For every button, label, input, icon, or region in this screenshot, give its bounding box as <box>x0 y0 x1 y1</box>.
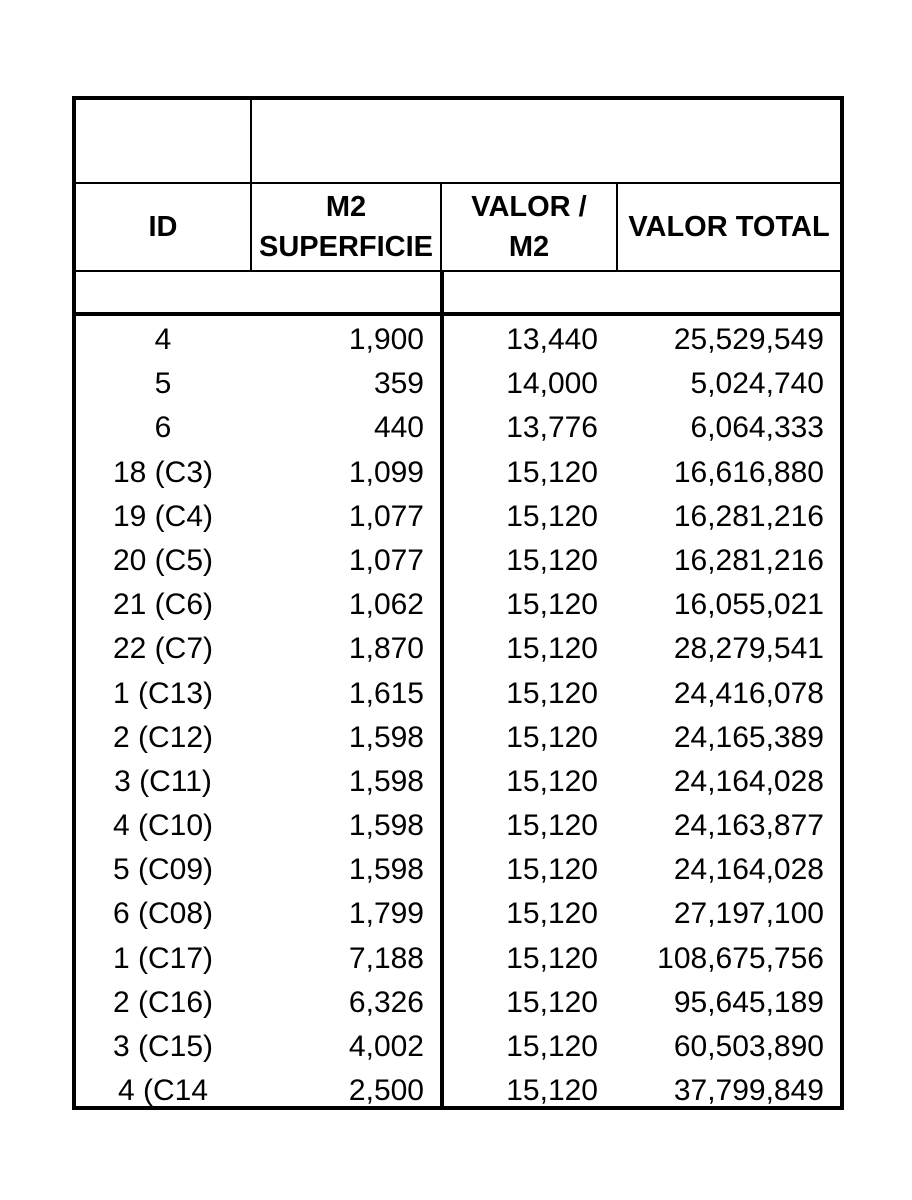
cell-valor-m2: 15,120 <box>506 499 598 533</box>
cell-valor-m2: 15,120 <box>506 588 598 622</box>
table-row <box>76 1069 840 1113</box>
cell-valor-total: 25,529,549 <box>673 323 824 356</box>
cell-id: 3 (C15) <box>112 1030 214 1063</box>
body-top-rule <box>76 312 840 316</box>
table-row <box>76 804 840 848</box>
cell-valor-m2: 15,120 <box>506 455 598 489</box>
cell-valor-total: 16,055,021 <box>673 588 824 622</box>
cell-id: 6 (C08) <box>112 897 214 931</box>
cell-valor-m2: 15,120 <box>506 853 598 887</box>
cell-valor-total: 24,163,877 <box>673 809 824 843</box>
cell-valor-total: 6,064,333 <box>690 411 824 445</box>
header-m2-line2: SUPERFICIE <box>258 231 434 263</box>
cell-m2-superficie: 1,077 <box>348 499 424 533</box>
header-m2-superficie <box>252 184 440 270</box>
header-valor-m2 <box>442 184 616 270</box>
cell-valor-m2: 15,120 <box>506 676 598 710</box>
cell-id: 20 (C5) <box>112 543 214 577</box>
cell-m2-superficie: 1,598 <box>348 853 424 887</box>
header-id-label: ID <box>148 211 178 243</box>
cell-valor-total: 95,645,189 <box>673 985 824 1019</box>
cell-id: 21 (C6) <box>112 588 214 622</box>
cell-m2-superficie: 1,799 <box>348 897 424 931</box>
cell-m2-superficie: 6,326 <box>348 985 424 1019</box>
cell-id: 4 (C10) <box>112 809 214 843</box>
cell-valor-m2: 15,120 <box>506 632 598 666</box>
cell-id: 18 (C3) <box>112 455 214 489</box>
cell-m2-superficie: 1,062 <box>348 588 424 622</box>
table-row <box>76 583 840 627</box>
cell-valor-m2: 15,120 <box>506 985 598 1019</box>
cell-m2-superficie: 1,099 <box>348 455 424 489</box>
cell-id: 19 (C4) <box>112 499 214 533</box>
cell-m2-superficie: 2,500 <box>348 1074 424 1108</box>
table-row <box>76 318 840 362</box>
cell-id: 6 <box>154 411 172 445</box>
cell-valor-total: 24,164,028 <box>673 764 824 798</box>
cell-valor-m2: 14,000 <box>506 367 598 401</box>
cell-valor-m2: 15,120 <box>506 1030 598 1063</box>
cell-valor-total: 37,799,849 <box>673 1074 824 1108</box>
table-row <box>76 892 840 936</box>
cell-id: 3 (C11) <box>114 764 212 798</box>
cell-id: 22 (C7) <box>112 632 214 666</box>
table-row <box>76 362 840 406</box>
header-valor-m2-line2: M2 <box>508 231 550 263</box>
cell-valor-total: 5,024,740 <box>690 367 824 401</box>
cell-id: 5 <box>154 367 172 401</box>
cell-valor-m2: 13,440 <box>506 323 598 356</box>
cell-valor-total: 16,281,216 <box>673 499 824 533</box>
header-valor-m2-line1: VALOR / <box>471 191 587 223</box>
cell-m2-superficie: 4,002 <box>348 1030 424 1063</box>
table-row <box>76 451 840 495</box>
header-id <box>76 184 250 270</box>
table-body <box>76 318 840 1113</box>
cell-id: 1 (C17) <box>112 941 214 975</box>
cell-id: 2 (C16) <box>112 985 214 1019</box>
cell-valor-m2: 13,776 <box>506 411 598 445</box>
cell-valor-total: 60,503,890 <box>673 1030 824 1063</box>
cell-valor-m2: 15,120 <box>506 897 598 931</box>
cell-valor-total: 27,197,100 <box>673 897 824 931</box>
table-row <box>76 937 840 981</box>
cell-m2-superficie: 1,077 <box>348 543 424 577</box>
cell-m2-superficie: 1,615 <box>348 676 424 710</box>
cell-valor-total: 108,675,756 <box>657 941 824 975</box>
table-row <box>76 539 840 583</box>
cell-m2-superficie: 440 <box>373 411 424 445</box>
header-valor-total <box>618 184 840 270</box>
cell-valor-m2: 15,120 <box>506 1074 598 1108</box>
cell-m2-superficie: 1,598 <box>348 764 424 798</box>
table-row <box>76 627 840 671</box>
cell-m2-superficie: 1,598 <box>348 809 424 843</box>
cell-valor-m2: 15,120 <box>506 941 598 975</box>
cell-m2-superficie: 1,900 <box>348 323 424 356</box>
cell-valor-total: 24,165,389 <box>673 720 824 754</box>
table-row <box>76 495 840 539</box>
cell-id: 1 (C13) <box>112 676 214 710</box>
table-row <box>76 848 840 892</box>
cell-valor-total: 16,281,216 <box>673 543 824 577</box>
cell-id: 4 (C14 <box>117 1074 209 1108</box>
cell-valor-total: 28,279,541 <box>673 632 824 666</box>
cell-valor-m2: 15,120 <box>506 764 598 798</box>
header-bottom-rule <box>76 270 840 272</box>
top-block-divider <box>250 100 252 184</box>
cell-valor-total: 16,616,880 <box>673 455 824 489</box>
cell-m2-superficie: 359 <box>373 367 424 401</box>
header-valor-total-label: VALOR TOTAL <box>628 211 830 243</box>
data-table <box>72 96 844 1110</box>
cell-valor-total: 24,164,028 <box>673 853 824 887</box>
cell-valor-m2: 15,120 <box>506 809 598 843</box>
table-row <box>76 406 840 450</box>
cell-id: 2 (C12) <box>112 720 214 754</box>
cell-valor-m2: 15,120 <box>506 720 598 754</box>
cell-m2-superficie: 1,598 <box>348 720 424 754</box>
table-row <box>76 716 840 760</box>
cell-valor-total: 24,416,078 <box>673 676 824 710</box>
cell-id: 5 (C09) <box>112 853 214 887</box>
table-row <box>76 1025 840 1069</box>
table-row <box>76 672 840 716</box>
cell-m2-superficie: 7,188 <box>348 941 424 975</box>
cell-id: 4 <box>154 323 172 356</box>
cell-valor-m2: 15,120 <box>506 543 598 577</box>
table-row <box>76 760 840 804</box>
table-row <box>76 981 840 1025</box>
header-m2-line1: M2 <box>325 191 367 223</box>
cell-m2-superficie: 1,870 <box>348 632 424 666</box>
